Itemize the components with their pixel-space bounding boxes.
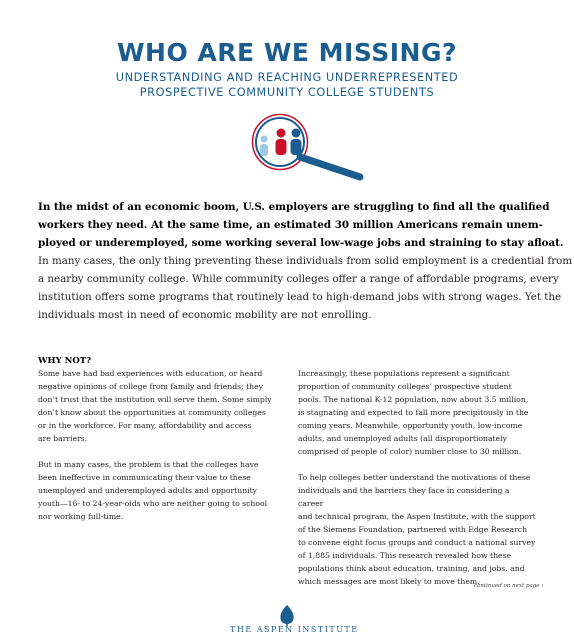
intro-bold-line: ployed or underemployed, some working several low-wage jobs and straining to stay afloat. [38, 237, 564, 249]
subtitle-line: PROSPECTIVE COMMUNITY COLLEGE STUDENTS [139, 86, 435, 99]
org-name: THE ASPEN INSTITUTE [230, 625, 359, 634]
continued-link[interactable]: continued on next page › [474, 583, 544, 589]
text-line: or in the workforce. For many, affordability and access [38, 421, 252, 430]
text-line: been ineffective in communicating their value to these [38, 473, 251, 482]
section-heading: WHY NOT? [38, 356, 92, 366]
text-line: to convene eight focus groups and conduct a national survey [298, 538, 536, 547]
text-line: adults, and unemployed adults (all disproportionately [298, 434, 508, 443]
page-title: WHO ARE WE MISSING? [116, 38, 457, 67]
subtitle-line: UNDERSTANDING AND REACHING UNDERREPRESENTED [115, 71, 459, 84]
intro-line: In many cases, the only thing preventing these individuals from solid employment is a credential from [38, 255, 573, 267]
text-line: don’t trust that the institution will serve them. Some simply [38, 395, 272, 404]
text-line: of 1,885 individuals. This research revealed how these [298, 551, 512, 560]
text-line: But in many cases, the problem is that the colleges have [38, 460, 259, 469]
intro-bold-line: workers they need. At the same time, an estimated 30 million Americans remain unem- [38, 219, 543, 231]
text-line: Some have had bad experiences with education, or heard [38, 369, 263, 378]
text-line: don’t know about the opportunities at community colleges [38, 408, 266, 417]
text-line: populations think about education, training, and jobs, and [298, 564, 525, 573]
text-line: coming years. Meanwhile, opportunity youth, low-income [298, 421, 523, 430]
text-line: negative opinions of college from family and friends; they [38, 382, 264, 391]
text-line: and technical program, the Aspen Institute, with the support [298, 512, 536, 521]
text-line: of the Siemens Foundation, partnered with Edge Research [298, 525, 528, 534]
right-column [298, 367, 536, 588]
text-line: nor working full-time. [38, 512, 124, 521]
text-line: is stagnating and expected to fall more precipitously in the [298, 408, 529, 417]
magnifier-people-icon [240, 112, 364, 188]
text-line: which messages are most likely to move them. [298, 577, 480, 586]
intro-text [38, 198, 573, 324]
intro-line: individuals most in need of economic mobility are not enrolling. [38, 309, 372, 321]
text-line: comprised of people of color) number close to 30 million. [298, 447, 522, 456]
intro-line: a nearby community college. While community colleges offer a range of affordable programs, every [38, 273, 559, 285]
text-line: pools. The national K-12 population, now about 3.5 million, [298, 395, 529, 404]
intro-line: institution offers some programs that routinely lead to high-demand jobs with strong wages. Yet the [38, 291, 562, 303]
intro-bold-line: In the midst of an economic boom, U.S. employers are struggling to find all the qualified [38, 201, 550, 213]
text-line: youth—16- to 24-year-olds who are neither going to school [38, 499, 268, 508]
text-line: proportion of community colleges’ prospective student [298, 382, 512, 391]
text-line: Increasingly, these populations represent a significant [298, 369, 510, 378]
text-line: unemployed and underemployed adults and opportunity [38, 486, 258, 495]
text-line: To help colleges better understand the motivations of these [298, 473, 531, 482]
text-line: are barriers. [38, 434, 88, 443]
page-subtitle [0, 70, 574, 100]
text-line: individuals and the barriers they face in considering a career [298, 486, 510, 508]
left-column [38, 355, 276, 523]
aspen-leaf-icon [276, 604, 298, 626]
